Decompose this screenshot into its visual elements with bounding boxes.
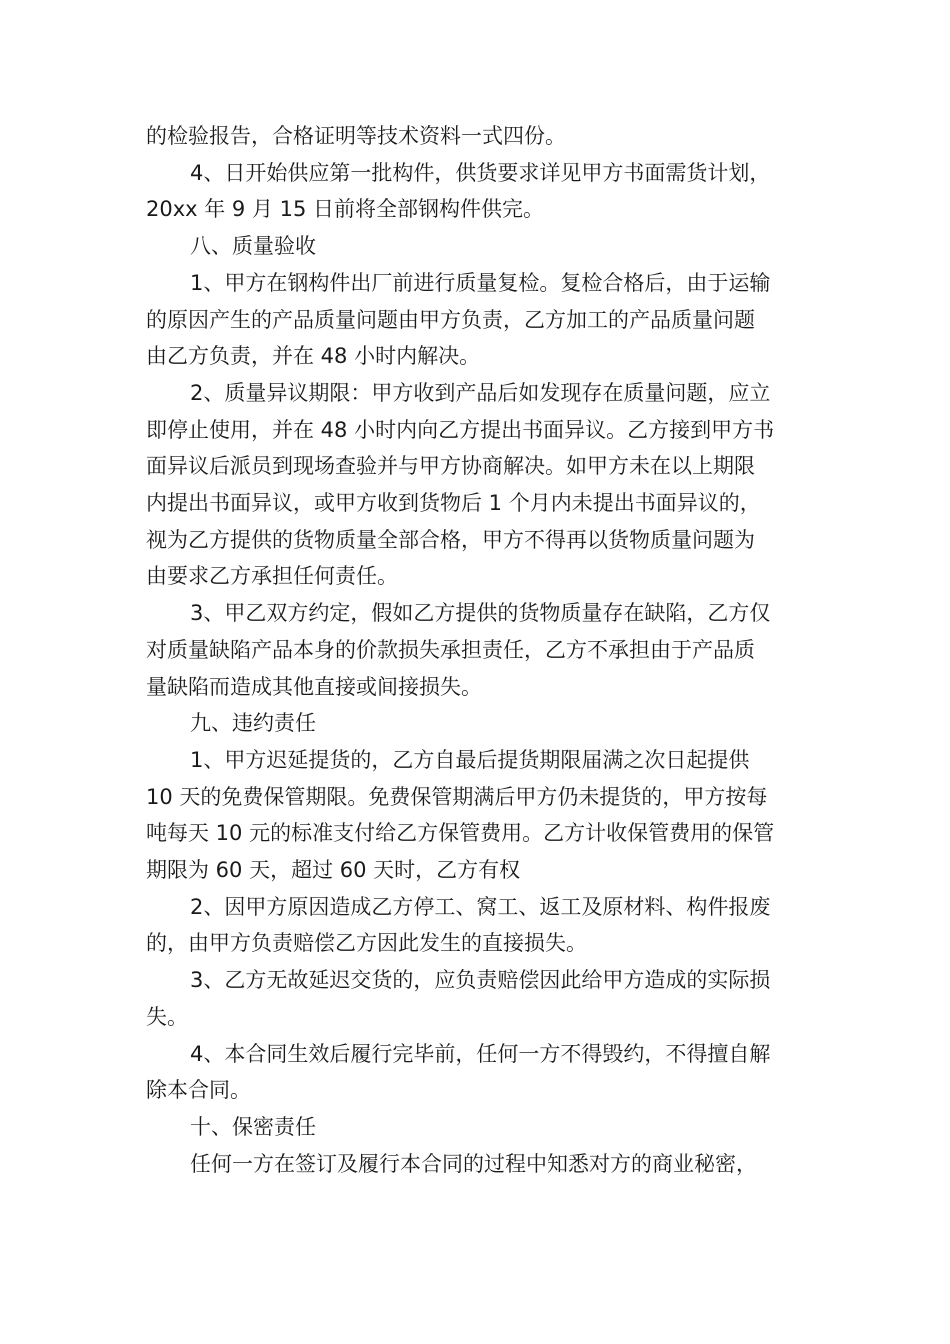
- text-line: 20xx 年 9 月 15 日前将全部钢构件供完。: [146, 197, 545, 222]
- text-line: 由要求乙方承担任何责任。: [146, 564, 398, 589]
- text-line: 4、日开始供应第一批构件，供货要求详见甲方书面需货计划，: [190, 160, 771, 185]
- text-line: 内提出书面异议，或甲方收到货物后 1 个月内未提出书面异议的，: [146, 491, 761, 516]
- text-line: 的检验报告，合格证明等技术资料一式四份。: [146, 124, 566, 148]
- text-line: 任何一方在签订及履行本合同的过程中知悉对方的商业秘密，: [190, 1151, 757, 1176]
- section-heading: 八、质量验收: [190, 234, 316, 259]
- text-line: 10 天的免费保管期限。免费保管期满后甲方仍未提货的，甲方按每: [146, 784, 768, 809]
- text-line: 3、甲乙双方约定，假如乙方提供的货物质量存在缺陷，乙方仅: [190, 601, 771, 626]
- text-line: 3、乙方无故延迟交货的，应负责赔偿因此给甲方造成的实际损: [190, 968, 771, 993]
- text-line: 的，由甲方负责赔偿乙方因此发生的直接损失。: [146, 931, 587, 956]
- text-line: 1、甲方迟延提货的，乙方自最后提货期限届满之次日起提供: [190, 747, 750, 772]
- text-line: 2、因甲方原因造成乙方停工、窝工、返工及原材料、构件报废: [190, 894, 771, 919]
- text-line: 量缺陷而造成其他直接或间接损失。: [146, 674, 482, 699]
- text-line: 面异议后派员到现场查验并与甲方协商解决。如甲方未在以上期限: [146, 454, 755, 479]
- text-line: 1、甲方在钢构件出厂前进行质量复检。复检合格后，由于运输: [190, 270, 771, 295]
- text-line: 由乙方负责，并在 48 小时内解决。: [146, 344, 481, 369]
- text-line: 2、质量异议期限：甲方收到产品后如发现存在质量问题，应立: [190, 380, 771, 405]
- text-line: 期限为 60 天，超过 60 天时，乙方有权: [146, 858, 521, 883]
- document-body: [146, 118, 814, 1182]
- text-line: 视为乙方提供的货物质量全部合格，甲方不得再以货物质量问题为: [146, 527, 755, 552]
- text-line: 对质量缺陷产品本身的价款损失承担责任，乙方不承担由于产品质: [146, 637, 755, 662]
- text-line: 失。: [146, 1004, 188, 1029]
- section-heading: 九、违约责任: [190, 711, 316, 736]
- section-heading: 十、保密责任: [190, 1114, 316, 1139]
- text-line: 的原因产生的产品质量问题由甲方负责，乙方加工的产品质量问题: [146, 307, 755, 332]
- text-line: 4、本合同生效后履行完毕前，任何一方不得毁约，不得擅自解: [190, 1041, 771, 1066]
- text-line: 即停止使用，并在 48 小时内向乙方提出书面异议。乙方接到甲方书: [146, 417, 775, 442]
- text-line: 除本合同。: [146, 1078, 251, 1103]
- text-line: 吨每天 10 元的标准支付给乙方保管费用。乙方计收保管费用的保管: [146, 821, 775, 846]
